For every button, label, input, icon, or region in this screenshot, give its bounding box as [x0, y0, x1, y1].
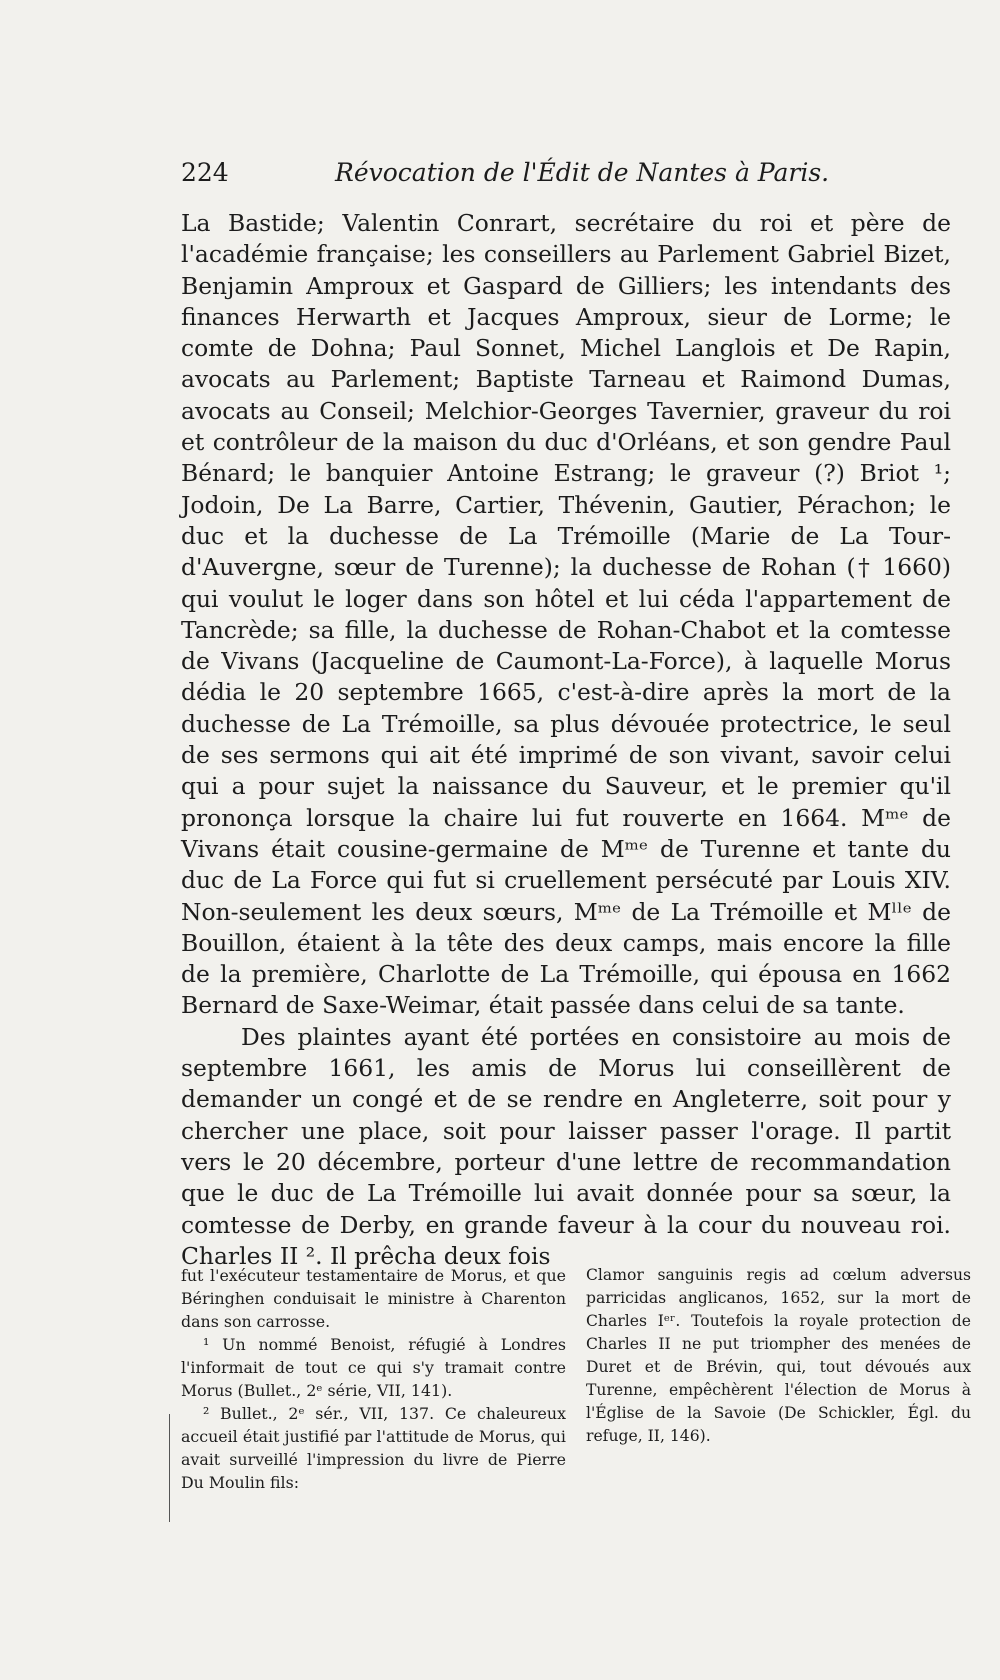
footnote-column-right [586, 1264, 971, 1494]
margin-mark [169, 1414, 170, 1522]
footnote: ¹ Un nommé Benoist, réfugié à Londres l'informait de tout ce qui s'y tramait contre Morus (Bullet., 2ᵉ série, VII, 141). [181, 1335, 566, 1400]
main-text [181, 208, 951, 1272]
footnotes [181, 1264, 971, 1494]
page-number: 224 [181, 158, 229, 187]
footnote: fut l'exécuteur testamentaire de Morus, et que Béringhen conduisait le ministre à Charenton dans son carrosse. [181, 1266, 566, 1331]
footnote-column-left [181, 1264, 566, 1494]
paragraph: Des plaintes ayant été portées en consistoire au mois de septembre 1661, les amis de Morus lui conseillèrent de demander un congé et de se rendre en Angleterre, soit pour y chercher une place, soit pour laisser passer l'orage. Il partit vers le 20 décembre, porteur d'une lettre de recommandation que le duc de La Trémoille lui avait donnée pour sa sœur, la comtesse de Derby, en grande faveur à la cour du nouveau roi. Charles II ². Il prêcha deux fois [181, 1022, 951, 1270]
paragraph: La Bastide; Valentin Conrart, secrétaire du roi et père de l'académie française; les conseillers au Parlement Gabriel Bizet, Benjamin Amproux et Gaspard de Gilliers; les intendants des finances Herwarth et Jacques Amproux, sieur de Lorme; le comte de Dohna; Paul Sonnet, Michel Langlois et De Rapin, avocats au Parlement; Baptiste Tarneau et Raimond Dumas, avocats au Conseil; Melchior-Georges Tavernier, graveur du roi et contrôleur de la maison du duc d'Orléans, et son gendre Paul Bénard; le banquier Antoine Estrang; le graveur (?) Briot ¹; Jodoin, De La Barre, Cartier, Thévenin, Gautier, Pérachon; le duc et la duchesse de La Trémoille (Marie de La Tour-d'Auvergne, sœur de Turenne); la duchesse de Rohan († 1660) qui voulut le loger dans son hôtel et lui céda l'appartement de Tancrède; sa fille, la duchesse de Rohan-Chabot et la comtesse de Vivans (Jacqueline de Caumont-La-Force), à laquelle Morus dédia le 20 septembre 1665, c'est-à-dire après la mort de la duchesse de La Trémoille, sa plus dévouée protectrice, le seul de ses sermons qui ait été imprimé de son vivant, savoir celui qui a pour sujet la naissance du Sauveur, et le premier qu'il prononça lorsque la chaire lui fut rouverte en 1664. Mᵐᵉ de Vivans était cousine-germaine de Mᵐᵉ de Turenne et tante du duc de La Force qui fut si cruellement persécuté par Louis XIV. Non-seulement les deux sœurs, Mᵐᵉ de La Trémoille et Mˡˡᵉ de Bouillon, étaient à la tête des deux camps, mais encore la fille de la première, Charlotte de La Trémoille, qui épousa en 1662 Bernard de Saxe-Weimar, était passée dans celui de sa tante. [181, 209, 951, 1020]
footnote: ² Bullet., 2ᵉ sér., VII, 137. Ce chaleureux accueil était justifié par l'attitude de Morus, qui avait surveillé l'impression du livre de Pierre Du Moulin fils: [181, 1404, 566, 1492]
footnote: Clamor sanguinis regis ad cœlum adversus parricidas anglicanos, 1652, sur la mort de Charles Iᵉʳ. Toutefois la royale protection de Charles II ne put triompher des menées de Duret et de Brévin, qui, tout dévoués aux Turenne, empêchèrent l'élection de Morus à l'Église de la Savoie (De Schickler, Égl. du refuge, II, 146). [586, 1266, 971, 1445]
running-title: Révocation de l'Édit de Nantes à Paris. [335, 158, 830, 187]
